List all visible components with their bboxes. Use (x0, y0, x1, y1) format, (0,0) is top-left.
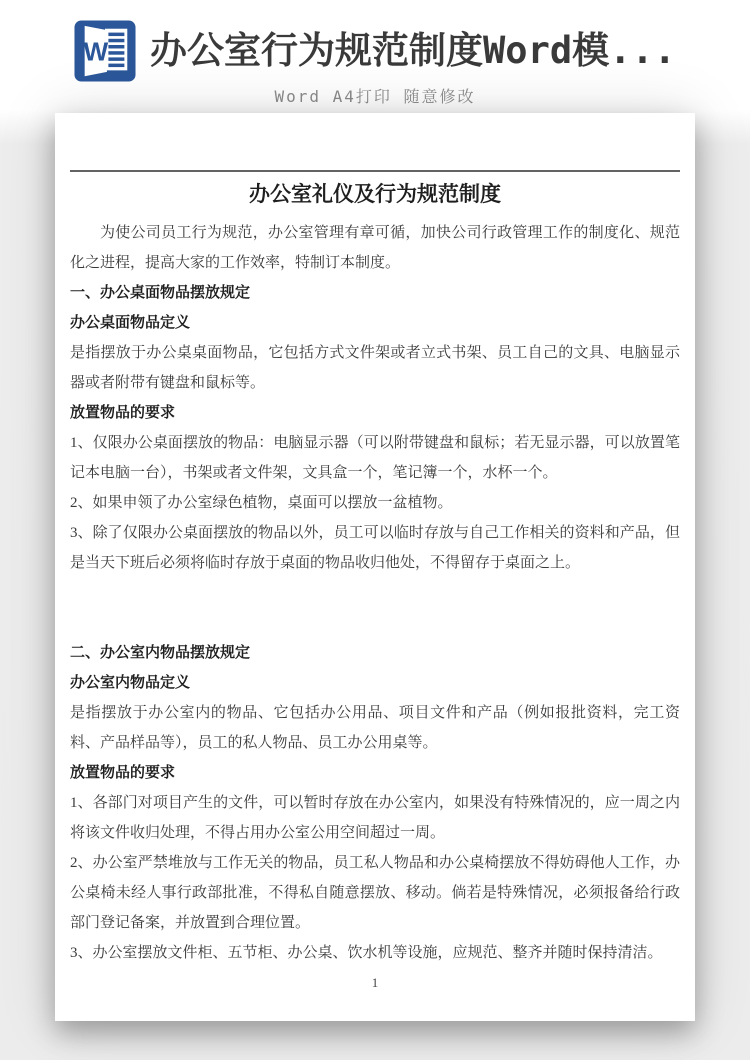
preview-header (0, 0, 750, 110)
doc-subheading-desk-requirements: 放置物品的要求 (70, 405, 176, 421)
word-icon (74, 20, 136, 82)
doc-section-heading-1: 一、办公桌面物品摆放规定 (70, 285, 251, 301)
doc-numbered-item: 2、办公室严禁堆放与工作无关的物品，员工私人物品和办公桌椅摆放不得妨碍他人工作，办公桌椅未经人事行政部批准，不得私自随意摆放、移动。倘若是特殊情况，必须报备给行政部门登记备案，并放置到合理位置。 (70, 855, 680, 931)
doc-numbered-item: 3、办公室摆放文件柜、五节柜、办公桌、饮水机等设施，应规范、整齐并随时保持清洁。 (70, 945, 663, 961)
document-page (55, 113, 695, 1021)
template-subtitle: Word A4打印 随意修改 (274, 87, 476, 106)
document-body (70, 218, 680, 968)
page-number: 1 (371, 975, 379, 990)
page-header-rule (70, 170, 680, 172)
doc-intro-paragraph: 为使公司员工行为规范，办公室管理有章可循，加快公司行政管理工作的制度化、规范化之进程，提高大家的工作效率，特制订本制度。 (70, 225, 680, 271)
template-title: 办公室行为规范制度Word模... (150, 29, 676, 72)
header-title-row (74, 20, 676, 82)
doc-section-heading-2: 二、办公室内物品摆放规定 (70, 645, 251, 661)
document-title: 办公室礼仪及行为规范制度 (249, 182, 501, 206)
doc-numbered-item: 1、各部门对项目产生的文件，可以暂时存放在办公室内，如果没有特殊情况的，应一周之内将该文件收归处理，不得占用办公室公用空间超过一周。 (70, 795, 680, 841)
doc-subheading-room-requirements: 放置物品的要求 (70, 765, 176, 781)
doc-paragraph: 是指摆放于办公桌桌面物品，它包括方式文件架或者立式书架、员工自己的文具、电脑显示器或者附带有键盘和鼠标等。 (70, 345, 680, 391)
document-preview-area (0, 110, 750, 1060)
doc-subheading-room-definition: 办公室内物品定义 (70, 675, 191, 691)
svg-text:W: W (83, 36, 109, 67)
doc-numbered-item: 1、仅限办公桌面摆放的物品：电脑显示器（可以附带键盘和鼠标；若无显示器，可以放置笔记本电脑一台），书架或者文件架，文具盒一个，笔记簿一个，水杯一个。 (70, 435, 680, 481)
doc-numbered-item: 2、如果申领了办公室绿色植物，桌面可以摆放一盆植物。 (70, 495, 453, 511)
doc-numbered-item: 3、除了仅限办公桌面摆放的物品以外，员工可以临时存放与自己工作相关的资料和产品，但是当天下班后必须将临时存放于桌面的物品收归他处，不得留存于桌面之上。 (70, 525, 680, 571)
doc-paragraph: 是指摆放于办公室内的物品、它包括办公用品、项目文件和产品（例如报批资料，完工资料、产品样品等），员工的私人物品、员工办公用桌等。 (70, 705, 680, 751)
doc-subheading-desk-definition: 办公桌面物品定义 (70, 315, 191, 331)
